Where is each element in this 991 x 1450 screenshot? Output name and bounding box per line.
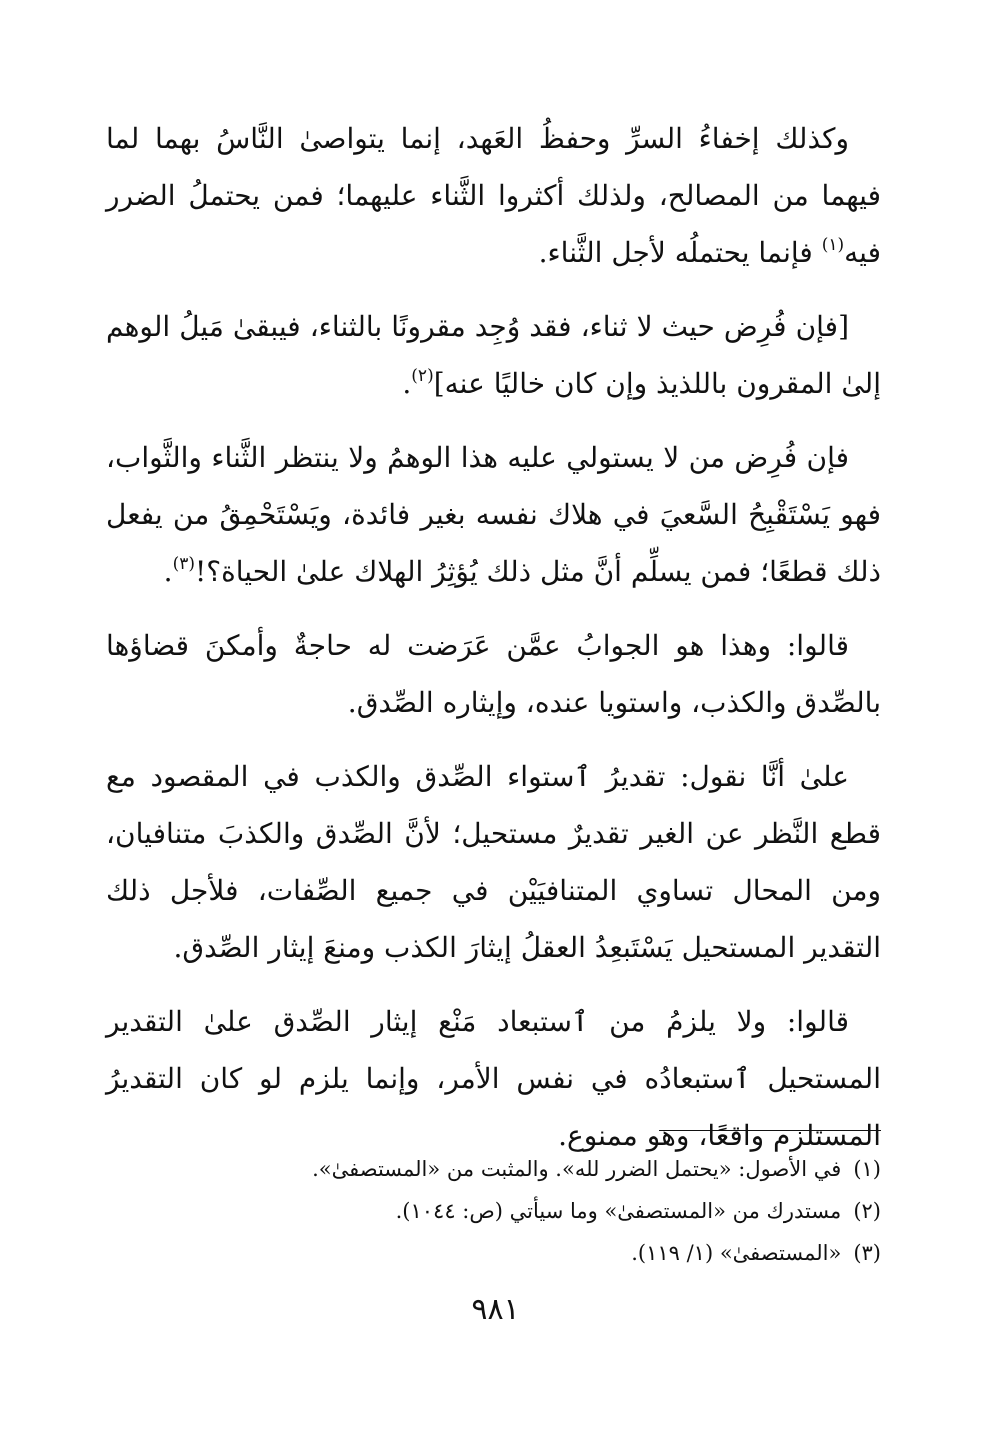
footnote-ref-3[interactable]: (٣) [172,554,195,574]
paragraph-6-text: قالوا: ولا يلزمُ من ٱستبعاد مَنْع إيثار الصِّدق علىٰ التقدير المستحيل ٱستبعادُه في نفس الأمر، وإنما يلزم لو كان التقديرُ المستلزم واقعًا، وهو ممنوع. [106,1005,881,1152]
paragraph-1 [106,110,881,281]
footnote-2-number: (٢) [853,1199,881,1223]
footnote-2 [106,1190,881,1232]
paragraph-5 [106,748,881,976]
footnote-2-text: مستدرك من «المستصفىٰ» وما سيأتي (ص: ١٠٤٤). [395,1199,842,1223]
footnote-3-number: (٣) [853,1241,881,1265]
page-number: ٩٨١ [471,1292,520,1327]
paragraph-2 [106,298,881,412]
paragraph-2-text: [فإن فُرِض حيث لا ثناء، فقد وُجِد مقرونًا بالثناء، فيبقىٰ مَيلُ الوهم إلىٰ المقرون باللذيذ وإن كان خاليًا عنه] [106,310,881,400]
footnote-ref-2[interactable]: (٢) [411,366,434,386]
paragraph-4 [106,617,881,731]
footnote-1-number: (١) [853,1157,881,1181]
paragraph-6 [106,993,881,1164]
paragraph-4-text: قالوا: وهذا هو الجوابُ عمَّن عَرَضت له حاجةٌ وأمكنَ قضاؤها بالصِّدق والكذب، واستويا عنده، وإيثاره الصِّدق. [106,629,881,719]
paragraph-1-text: وكذلك إخفاءُ السرِّ وحفظُ العَهد، إنما يتواصىٰ النَّاسُ بهما لما فيهما من المصالح، ولذلك أكثروا الثَّناء عليهما؛ فمن يحتملُ الضرر فيه [106,122,881,269]
footnote-ref-1[interactable]: (١) [821,235,845,255]
footnote-1-text: في الأصول: «يحتمل الضرر لله». والمثبت من «المستصفىٰ». [312,1157,842,1181]
paragraph-3-text-end: . [163,555,173,588]
main-text [106,110,881,1181]
footnote-separator [659,1130,881,1131]
paragraph-5-text: علىٰ أنَّا نقول: تقديرُ ٱستواء الصِّدق والكذب في المقصود مع قطع النَّظر عن الغير تقديرٌ مستحيل؛ لأنَّ الصِّدق والكذبَ متنافيان، ومن المحال تساوي المتنافيَيْن في جميع الصِّفات، فلأجل ذلك التقدير المستحيل يَسْتَبعِدُ العقلُ إيثارَ الكذب ومنعَ إيثار الصِّدق. [106,760,881,964]
footnote-1 [106,1148,881,1190]
paragraph-1-text-end: فإنما يحتملُه لأجل الثَّناء. [538,236,822,269]
paragraph-3-text: فإن فُرِض من لا يستولي عليه هذا الوهمُ ولا ينتظر الثَّناء والثَّواب، فهو يَسْتَقْبِحُ السَّعيَ في هلاك نفسه بغير فائدة، ويَسْتَحْمِقُ من يفعل ذلك قطعًا؛ فمن يسلِّم أنَّ مثل ذلك يُؤثِرُ الهلاك علىٰ الحياة؟! [106,441,881,588]
paragraph-2-text-end: . [402,367,412,400]
footnote-3 [106,1232,881,1274]
footnotes [106,1148,881,1274]
footnote-3-text: «المستصفىٰ» (١/ ١١٩). [631,1241,842,1265]
paragraph-3 [106,429,881,600]
